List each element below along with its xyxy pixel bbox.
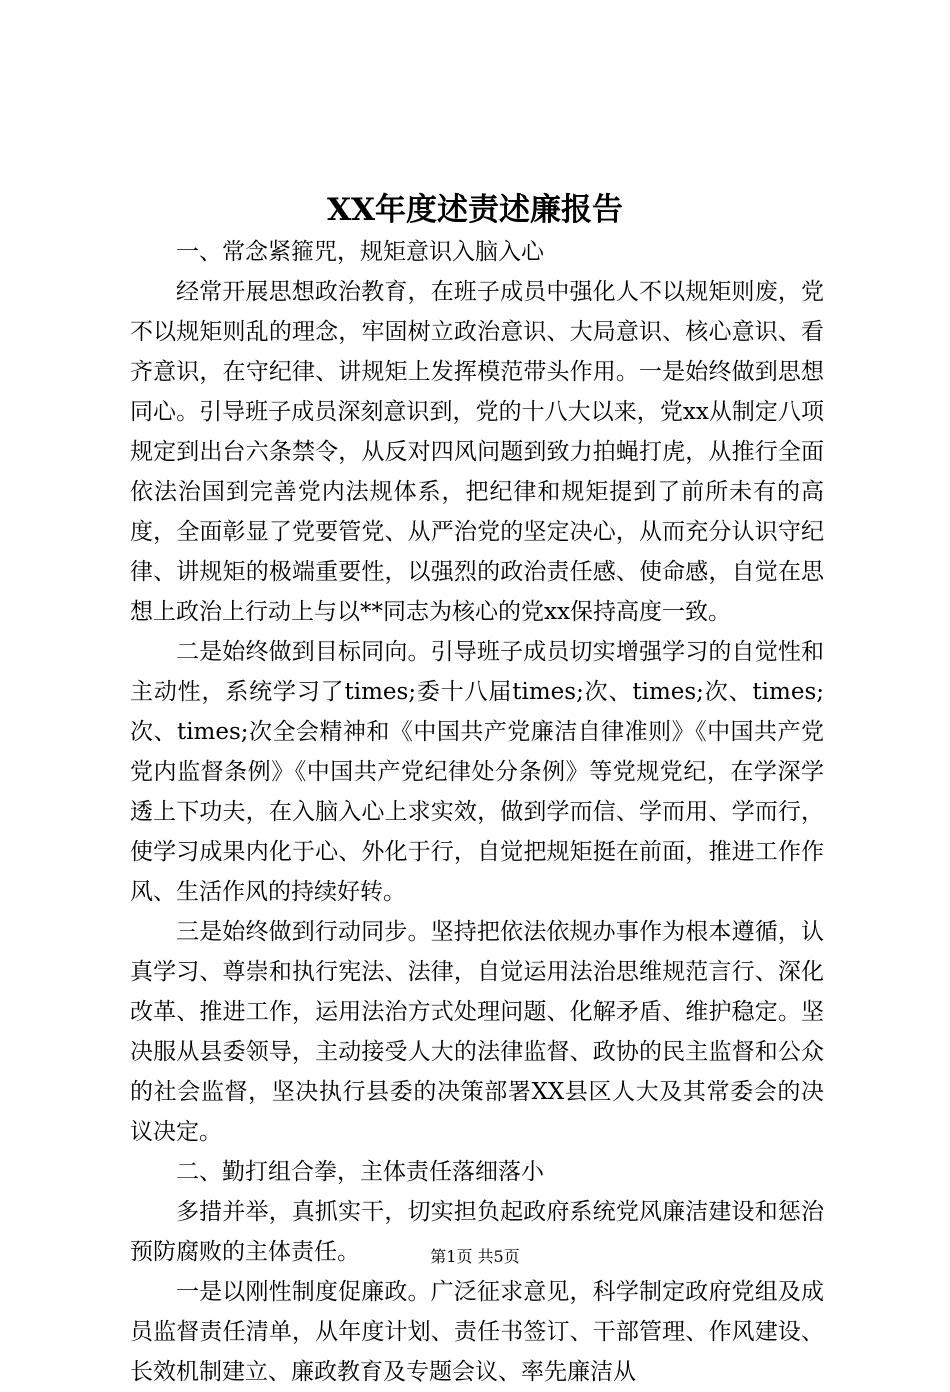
paragraph: 二是始终做到目标同向。引导班子成员切实增强学习的自觉性和主动性，系统学习了times;委十八届times;次、times;次、times;次、times;次全会精神和《中国共产党廉洁自律准则》《中国共产党党内监督条例》《中国共产党纪律处分条例》等党规党纪，在学深学透上下功夫，在入脑入心上求实效，做到学而信、学而用、学而行，使学习成果内化于心、外化于行，自觉把规矩挺在前面，推进工作作风、生活作风的持续好转。 — [130, 639, 824, 905]
paragraph: 一是以刚性制度促廉政。广泛征求意见，科学制定政府党组及成员监督责任清单，从年度计划、责任书签订、干部管理、作风建设、长效机制建立、廉政教育及专题会议、率先廉洁从 — [130, 1279, 824, 1385]
document-body — [130, 232, 824, 1392]
section-heading-1: 一、常念紧箍咒，规矩意识入脑入心 — [176, 239, 544, 265]
section-heading-2: 二、勤打组合拳，主体责任落细落小 — [176, 1159, 544, 1185]
paragraph: 多措并举，真抓实干，切实担负起政府系统党风廉洁建设和惩治预防腐败的主体责任。 — [130, 1199, 824, 1265]
document-title: XX年度述责述廉报告 — [326, 192, 624, 228]
page-number-footer: 第1页 共5页 — [430, 1247, 520, 1266]
paragraph: 经常开展思想政治教育，在班子成员中强化人不以规矩则废，党不以规矩则乱的理念，牢固树立政治意识、大局意识、核心意识、看齐意识，在守纪律、讲规矩上发挥模范带头作用。一是始终做到思想同心。引导班子成员深刻意识到，党的十八大以来，党xx从制定八项规定到出台六条禁令，从反对四风问题到致力拍蝇打虎，从推行全面依法治国到完善党内法规体系，把纪律和规矩提到了前所未有的高度，全面彰显了党要管党、从严治党的坚定决心，从而充分认识守纪律、讲规矩的极端重要性，以强烈的政治责任感、使命感，自觉在思想上政治上行动上与以**同志为核心的党xx保持高度一致。 — [130, 279, 824, 625]
paragraph: 三是始终做到行动同步。坚持把依法依规办事作为根本遵循，认真学习、尊崇和执行宪法、法律，自觉运用法治思维规范言行、深化改革、推进工作，运用法治方式处理问题、化解矛盾、维护稳定。坚决服从县委领导，主动接受人大的法律监督、政协的民主监督和公众的社会监督，坚决执行县委的决策部署XX县区人大及其常委会的决议决定。 — [130, 919, 824, 1145]
